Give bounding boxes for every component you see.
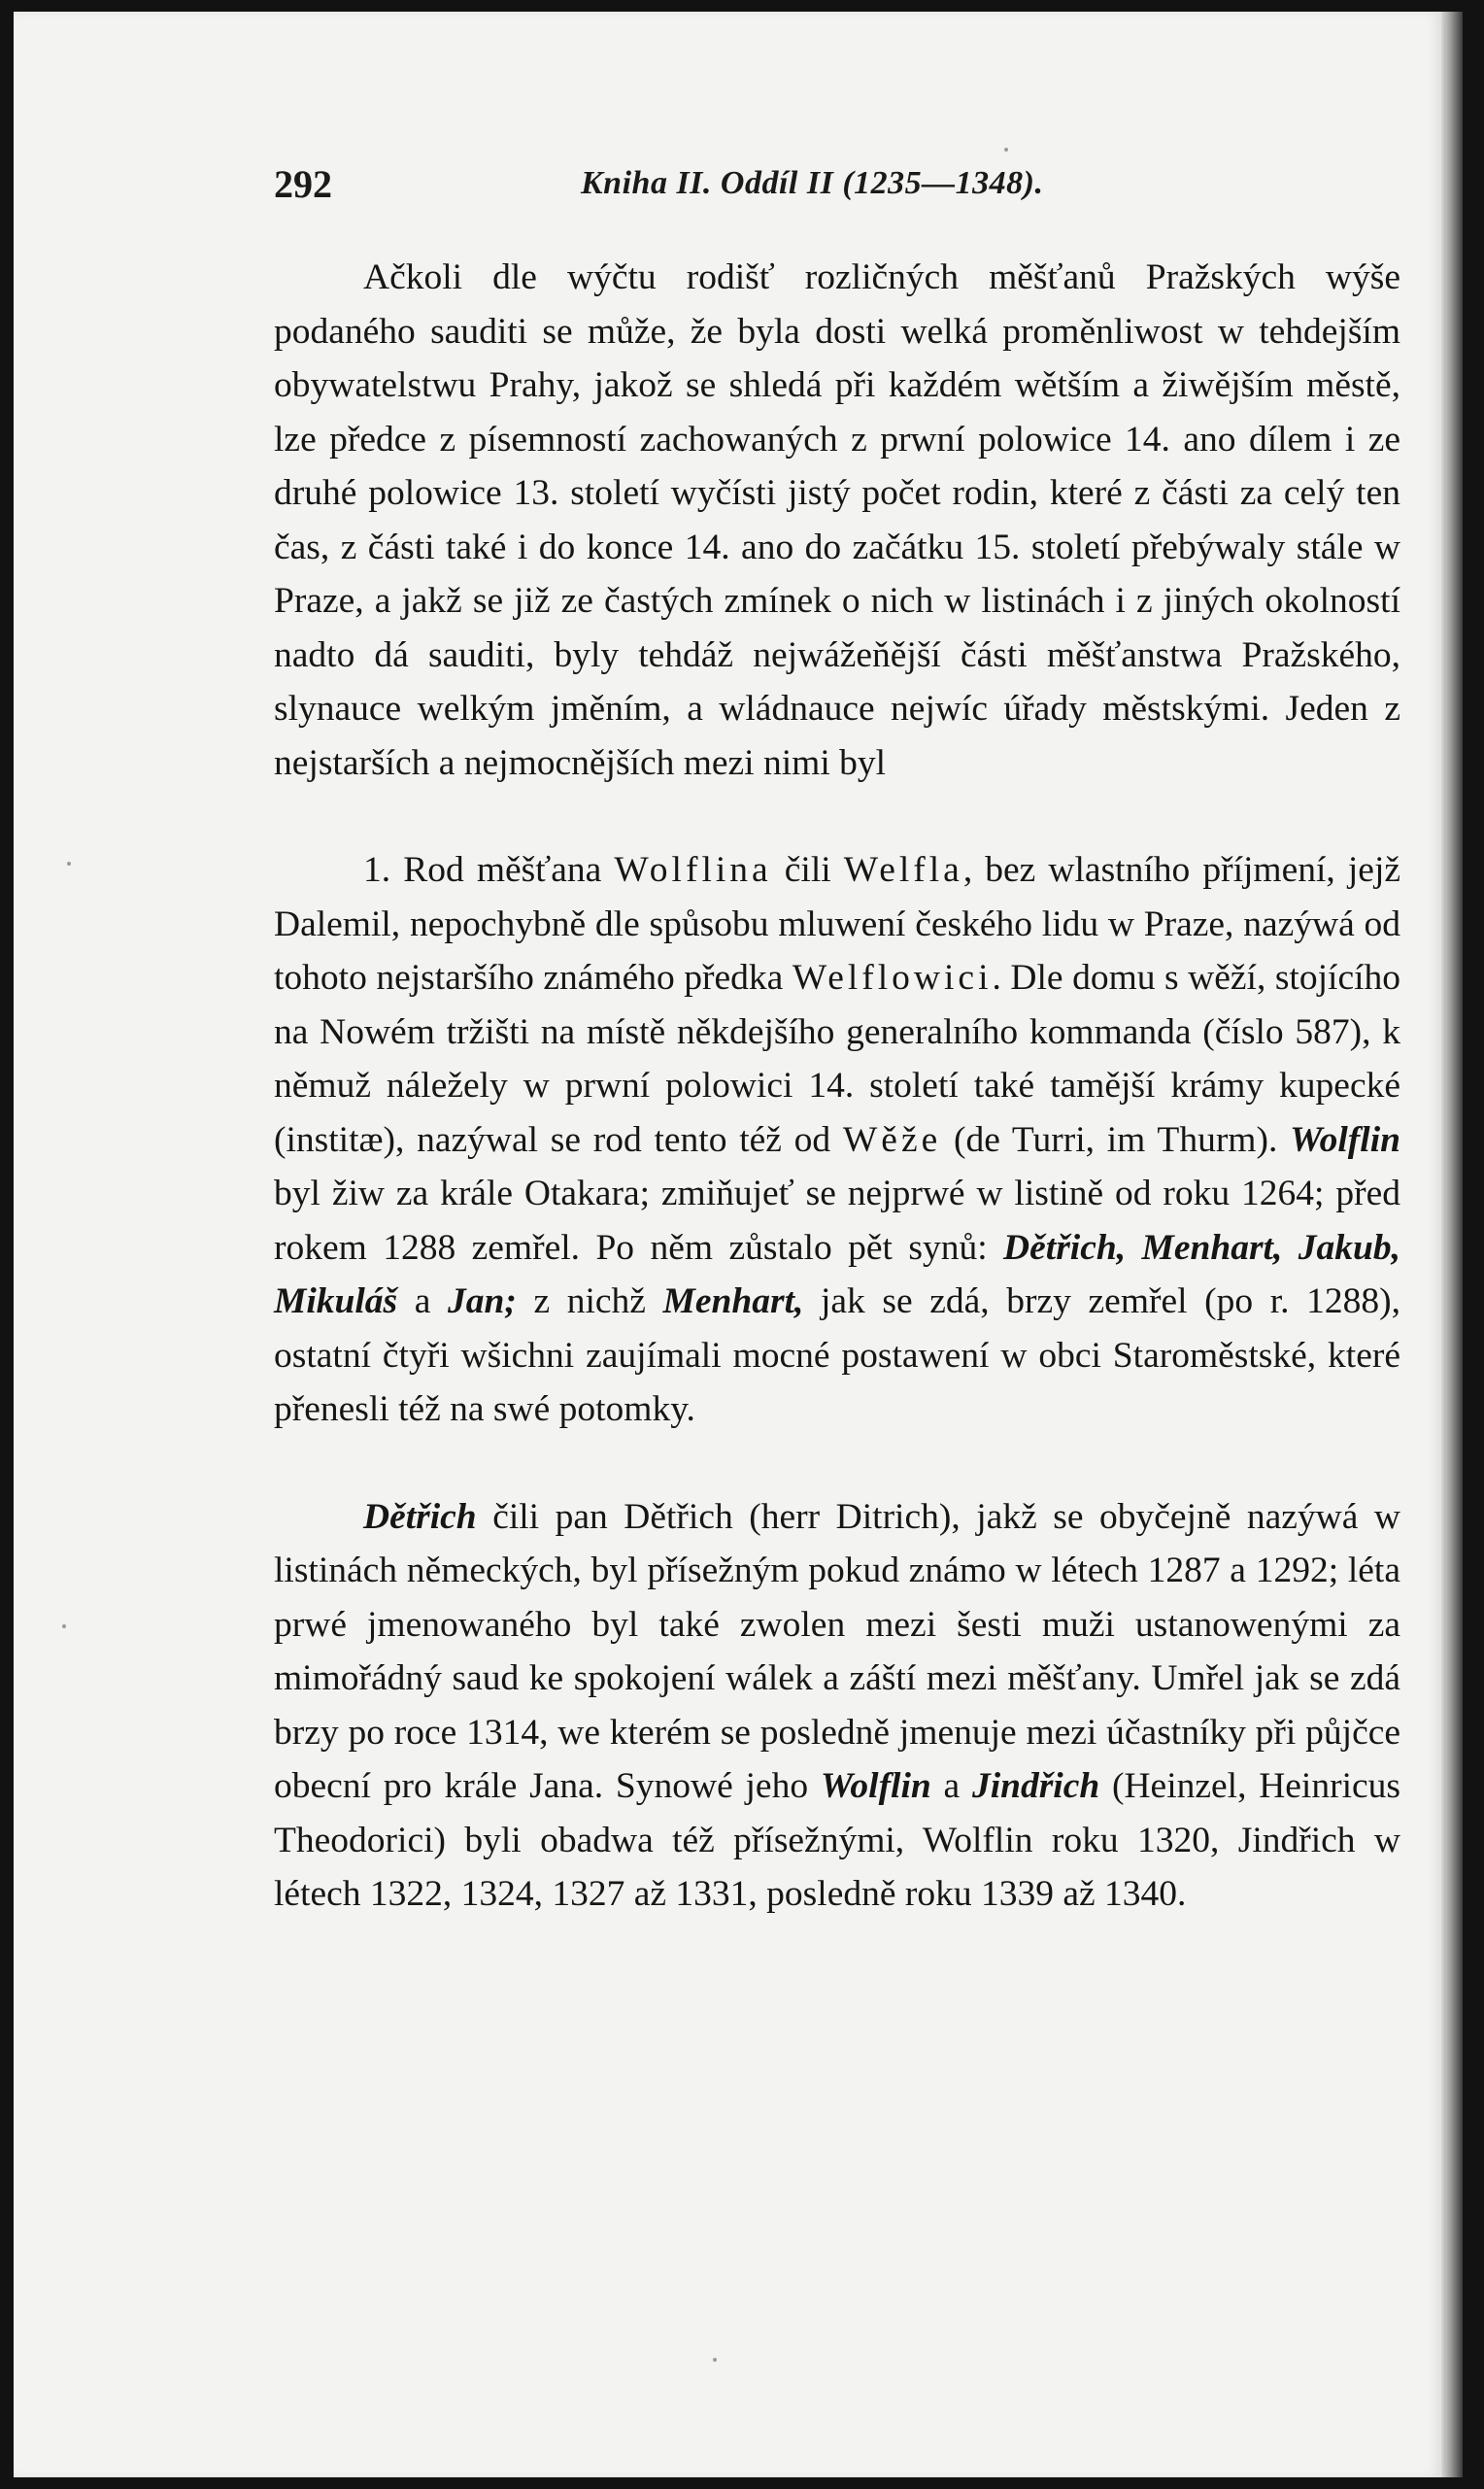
name-menhart: Menhart,	[662, 1281, 804, 1321]
paragraph-3-text: (Heinzel, Heinricus Theodorici) byli obadwa též přísežnými, Wolflin roku 1320, Jindřich w létech 1322, 1324, 1327 až 1331, posledně roku 1339 až 1340.	[274, 1766, 1400, 1914]
paragraph-2	[274, 843, 1400, 1437]
dust-speck	[67, 862, 71, 866]
paragraph-2-text: . Dle domu s wěží, stojícího na Nowém tržišti na místě někdejšího generalního kommanda (číslo 587), k němuž náležely w prwní polowici 14. století také tamější krámy kupecké (institæ), nazýwal se rod tento též od	[274, 958, 1401, 1160]
page-number: 292	[274, 162, 332, 206]
paragraph-2-text: , bez wlastního příjmení, jejž Dalemil, nepochybně dle spůsobu mluwení českého lidu w Praze, nazýwá od tohoto nejstaršího známého předka	[274, 850, 1401, 998]
page-edge-line	[1444, 19, 1446, 2468]
paragraph-3-text: čili pan Dětřich (herr Ditrich), jakž se obyčejně nazýwá w listinách německých, byl přísežným pokud známo w létech 1287 a 1292; léta prwé jmenowaného byl také zwolen mezi šesti muži ustanowenými za mimořádný saud ke spokojení wálek a záští mezi měšťany. Umřel jak se zdá brzy po roce 1314, we kterém se posledně jmenuje mezi účastníky při půjčce obecní pro krále Jana. Synowé jeho	[274, 1496, 1400, 1806]
page-header	[274, 161, 1400, 210]
paragraph-3	[274, 1490, 1400, 1922]
dust-speck	[713, 2358, 717, 2362]
paragraph-2-text: (de Turri, im Thurm).	[941, 1119, 1291, 1160]
paragraph-2-text: z nichž	[516, 1281, 663, 1321]
name-wolflin: Wolflin	[1290, 1119, 1400, 1160]
name-wolflin-son: Wolflin	[820, 1766, 931, 1806]
paragraph-2-text: a	[397, 1281, 449, 1321]
name-wolflina: Wolflina	[614, 850, 772, 890]
paragraph-2-text: čili	[771, 850, 844, 890]
name-jindrich: Jindřich	[971, 1766, 1100, 1806]
paragraph-2-text: 1. Rod měšťana	[363, 850, 615, 890]
paragraph-3-text: a	[930, 1766, 972, 1806]
dust-speck	[62, 1624, 66, 1628]
name-welflowici: Welflowici	[792, 958, 993, 998]
body-text	[274, 251, 1400, 1922]
paragraph-1: Ačkoli dle wýčtu rodišť rozličných měšťanů Pražských wýše podaného sauditi se může, že byla dosti welká proměnliwost w tehdejším obywatelstwu Prahy, jakož se shledá při každém wětším a žiwějším městě, lze předce z písemností zachowaných z prwní polowice 14. ano dílem i ze druhé polowice 13. století wyčísti jistý počet rodin, které z části za celý ten čas, z části také i do konce 14. ano do začátku 15. století přebýwaly stále w Praze, a jakž se již ze častých zmínek o nich w listinách i z jiných okolností nadto dá sauditi, byly tehdáž nejwážeňější části měšťanstwa Pražského, slynauce welkým jměním, a wládnauce nejwíc úřady městskými. Jeden z nejstarších a nejmocnějších mezi nimi byl	[274, 257, 1400, 783]
name-welfla: Welfla	[843, 850, 963, 890]
paragraph-2-text: byl žiw za krále Otakara; zmiňujeť se nejprwé w listině od roku 1264; před rokem 1288 zemřel. Po něm zůstalo pět synů:	[274, 1174, 1400, 1268]
name-detrich: Dětřich	[363, 1496, 477, 1537]
running-head: Kniha II. Oddíl II (1235—1348).	[581, 165, 1044, 201]
names-sons: Dětřich, Menhart, Jakub, Mikuláš	[274, 1227, 1400, 1321]
dust-speck	[1004, 148, 1008, 152]
name-jan: Jan;	[448, 1281, 517, 1321]
paragraph-2-text: jak se zdá, brzy zemřel (po r. 1288), ostatní čtyři wšichni zaujímali mocné postawení w obci Staroměstské, které přenesli též na swé potomky.	[274, 1281, 1401, 1429]
name-weze: Wěže	[842, 1119, 942, 1160]
